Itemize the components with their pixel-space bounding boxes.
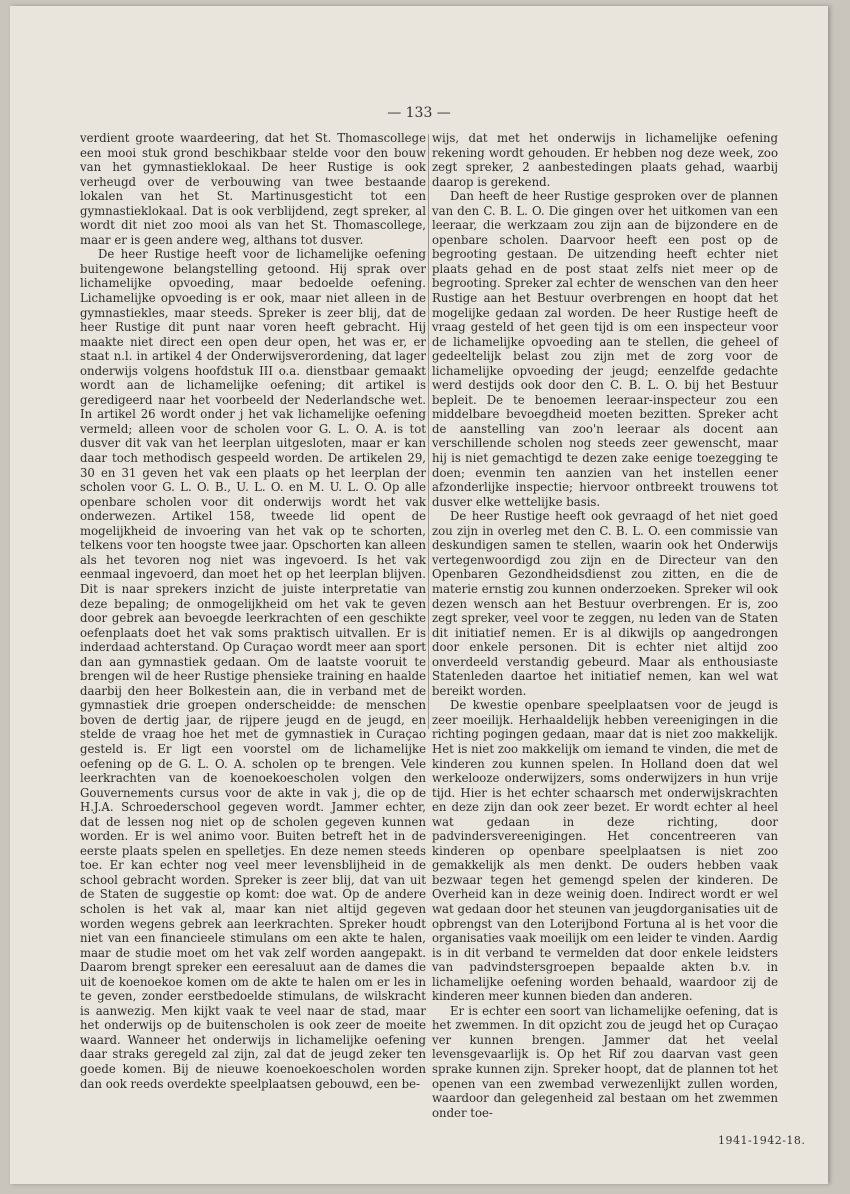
page-number: — 133 —	[387, 105, 451, 121]
left-column	[80, 131, 426, 1091]
paragraph: De kwestie openbare speelplaatsen voor de jeugd is zeer moeilijk. Herhaaldelijk hebben vereenigingen in die richting pogingen gedaan, maar dat is niet zoo makkelijk. Het is niet zoo makkelijk om iemand te vinden, die met de kinderen zou kunnen spelen. In Holland doen dat wel werkelooze onderwijzers, soms onderwijzers in hun vrije tijd. Hier is het echter schaarsch met onderwijskrachten en deze zijn dan ook zeer bezet. Er wordt echter al heel wat gedaan in deze richting, door padvindersvereenigingen. Het concentreeren van kinderen op openbare speelplaatsen is niet zoo gemakkelijk als men denkt. De ouders hebben vaak bezwaar tegen het gemengd spelen der kinderen. De Overheid kan in deze weinig doen. Indirect wordt er wel wat gedaan door het steunen van jeugdorganisaties uit de opbrengst van den Loterijbond Fortuna al is het voor die organisaties vaak moeilijk om een leider te vinden. Aardig is in dit verband te vermelden dat door enkele leidsters van padvindstersgroepen bepaalde akten b.v. in lichamelijke oefening worden behaald, waardoor zij de kinderen meer kunnen bieden dan anderen.	[432, 698, 778, 1004]
document-page	[10, 6, 828, 1184]
paragraph: Er is echter een soort van lichamelijke oefening, dat is het zwemmen. In dit opzicht zou de jeugd het op Curaçao ver kunnen brengen. Jammer dat het veelal levensgevaarlijk is. Op het Rif zou daarvan vast geen sprake kunnen zijn. Spreker hoopt, dat de plannen tot het openen van een zwembad verwezenlijkt zullen worden, waardoor dan gelegenheid zal bestaan om het zwemmen onder toe-	[432, 1003, 778, 1120]
paragraph: De heer Rustige heeft voor de lichamelijke oefening buitengewone belangstelling getoond. Hij sprak over lichamelijke opvoeding, maar bedoelde oefening. Lichamelijke opvoeding is er ook, maar niet alleen in de gymnastiekles, maar steeds. Spreker is zeer blij, dat de heer Rustige dit punt naar voren heeft gebracht. Hij maakte niet direct een open deur open, het was er, er staat n.l. in artikel 4 der Onderwijsverordening, dat lager onderwijs volgens hoofdstuk III o.a. dienstbaar gemaakt wordt aan de lichamelijke oefening; dit artikel is geredigeerd naar het voorbeeld der Nederlandsche wet. In artikel 26 wordt onder j het vak lichamelijke oefening vermeld; alleen voor de scholen voor G. L. O. A. is tot dusver dit vak van het leerplan uitgesloten, maar er kan daar toch methodisch gespeeld worden. De artikelen 29, 30 en 31 geven het vak een plaats op het leerplan der scholen voor G. L. O. B., U. L. O. en M. U. L. O. Op alle openbare scholen voor dit onderwijs wordt het vak onderwezen. Artikel 158, tweede lid opent de mogelijkheid de invoering van het vak op te schorten, telkens voor ten hoogste twee jaar. Opschorten kan alleen als het tevoren nog niet was ingevoerd. Is het vak eenmaal ingevoerd, dan moet het op het leerplan blijven. Dit is naar sprekers inzicht de juiste interpretatie van deze bepaling; de onmogelijkheid om het vak te geven door gebrek aan bevoegde leerkrachten of een geschikte oefenplaats doet het vak soms praktisch uitvallen. Er is inderdaad achterstand. Op Curaçao wordt meer aan sport dan aan gymnastiek gedaan. Om de laatste vooruit te brengen wil de heer Rustige phensieke training en haalde daarbij den heer Bolkestein aan, die in verband met de gymnastiek drie groepen onderscheidde: de menschen boven de dertig jaar, de rijpere jeugd en de jeugd, en stelde de vraag hoe het met de gymnastiek in Curaçao gesteld is. Er ligt een voorstel om de lichamelijke oefening op de G. L. O. A. scholen op te brengen. Vele leerkrachten van de koenoekoescholen volgen den Gouvernements cursus voor de akte in vak j, die op de H.J.A. Schroederschool gegeven wordt. Jammer echter, dat de lessen nog niet op de scholen gegeven kunnen worden. Er is wel animo voor. Buiten betreft het in de eerste plaats spelen en spelletjes. En deze nemen steeds toe. Er kan echter nog veel meer levensblijheid in de school gebracht worden. Spreker is zeer blij, dat van uit de Staten de suggestie op komt: doe wat. Op de andere scholen is het vak al, maar kan niet altijd gegeven worden wegens gebrek aan leerkrachten. Spreker houdt niet van een financieele stimulans om een akte te halen, maar de studie moet om het vak zelf worden aangepakt. Daarom brengt spreker een eeresaluut aan de dames die uit de koenoekoe komen om de akte te halen om er les in te geven, zonder eerstbedoelde stimulans, de wilskracht is aanwezig. Men kijkt vaak te veel naar de stad, maar het onderwijs op de buitenscholen is ook zeer de moeite waard. Wanneer het onderwijs in lichamelijke oefening daar straks geregeld zal zijn, zal dat de jeugd zeker ten goede komen. Bij de nieuwe koenoekoescholen worden dan ook reeds overdekte speelplaatsen gebouwd, een be-	[80, 247, 426, 1091]
column-divider	[428, 134, 429, 729]
paragraph: wijs, dat met het onderwijs in lichamelijke oefening rekening wordt gehouden. Er hebben nog deze week, zoo zegt spreker, 2 aanbestedingen plaats gehad, waarbij daarop is gerekend.	[432, 131, 778, 189]
paragraph: Dan heeft de heer Rustige gesproken over de plannen van den C. B. L. O. Die gingen over het uitkomen van een leeraar, die werkzaam zou zijn aan de bijzondere en de openbare scholen. Daarvoor heeft een post op de begrooting gestaan. De uitzending heeft echter niet plaats gehad en de post staat zelfs niet meer op de begrooting. Spreker zal echter de wenschen van den heer Rustige aan het Bestuur overbrengen en hoopt dat het mogelijke gedaan zal worden. De heer Rustige heeft de vraag gesteld of het geen tijd is om een inspecteur voor de lichamelijke opvoeding aan te stellen, die geheel of gedeeltelijk belast zou zijn met de zorg voor de lichamelijke opvoeding der jeugd; eenzelfde gedachte werd destijds ook door den C. B. L. O. bij het Bestuur bepleit. De te benoemen leeraar-inspecteur zou een middelbare bevoegdheid moeten bezitten. Spreker acht de aanstelling van zoo'n leeraar als docent aan verschillende scholen nog steeds zeer gewenscht, maar hij is niet gemachtigd te dezen zake eenige toezegging te doen; evenmin ten aanzien van het instellen eener afzonderlijke inspectie; hiervoor ontbreekt trouwens tot dusver elke wettelijke basis.	[432, 189, 778, 509]
paragraph: verdient groote waardeering, dat het St. Thomascollege een mooi stuk grond beschikbaar stelde voor den bouw van het gymnastieklokaal. De heer Rustige is ook verheugd over de verbouwing van twee bestaande lokalen van het St. Martinusgesticht tot een gymnastieklokaal. Dat is ook verblijdend, zegt spreker, al wordt dit niet zoo mooi als van het St. Thomascollege, maar er is geen andere weg, althans tot dusver.	[80, 131, 426, 247]
paragraph: De heer Rustige heeft ook gevraagd of het niet goed zou zijn in overleg met den C. B. L. O. een commissie van deskundigen samen te stellen, waarin ook het Onderwijs vertegenwoordigd zou zijn en de Directeur van den Openbaren Gezondheidsdienst zou zitten, en die de materie ernstig zou kunnen onderzoeken. Spreker wil ook dezen wensch aan het Bestuur overbrengen. Er is, zoo zegt spreker, veel voor te zeggen, nu leden van de Staten dit initiatief nemen. Er is al dikwijls op aangedrongen door enkele personen. Dit is echter niet altijd zoo onverdeeld verstandig gebeurd. Maar als enthousiaste Statenleden daartoe het initiatief nemen, kan wel wat bereikt worden.	[432, 509, 778, 698]
right-column	[432, 131, 778, 1120]
footer-code: 1941-1942-18.	[718, 1134, 806, 1147]
